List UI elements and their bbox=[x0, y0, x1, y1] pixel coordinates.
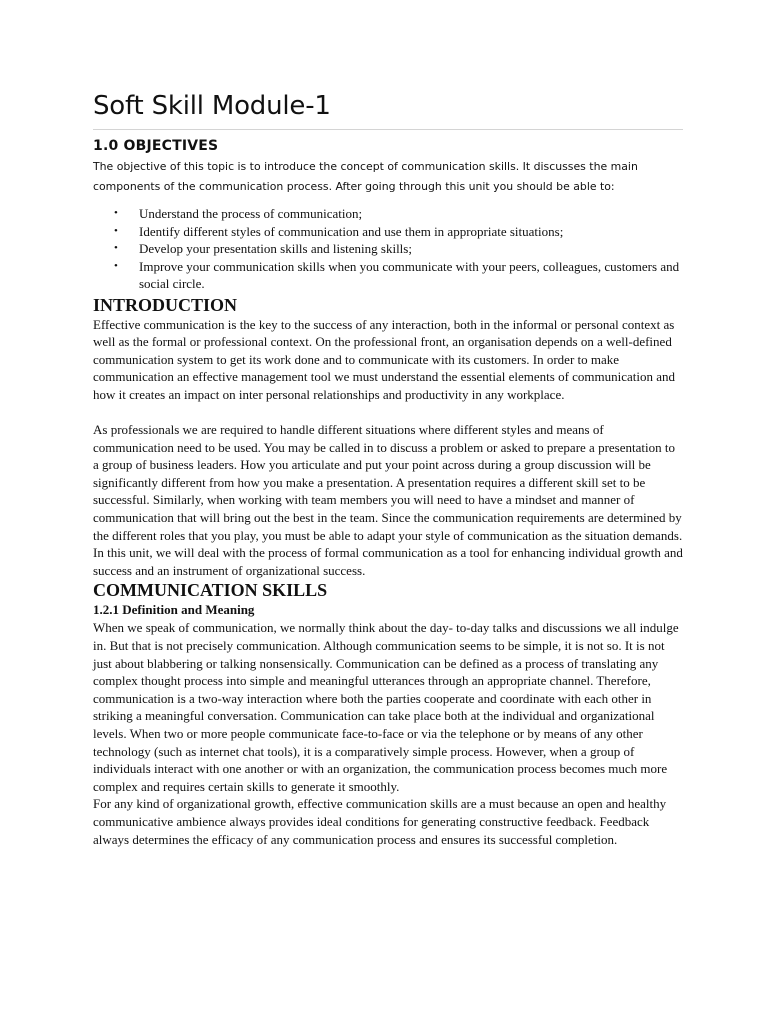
list-item bbox=[93, 223, 683, 241]
document-title: Soft Skill Module-1 bbox=[93, 91, 331, 121]
communication-skills-heading: COMMUNICATION SKILLS bbox=[93, 580, 328, 601]
introduction-heading: INTRODUCTION bbox=[93, 294, 238, 315]
objectives-heading: 1.0 OBJECTIVES bbox=[93, 138, 219, 154]
bullet-icon: • bbox=[114, 259, 118, 272]
list-item bbox=[93, 258, 683, 293]
introduction-paragraph-2: As professionals we are required to handle different situations where different styles and means of communication need to be used. You may be called in to discuss a problem or asked to prepare a presentation to a group of business leaders. How you articulate and put your point across during a group discussion will be significantly different from how you make a presentation. A presentation requires a different skill set to be successful. Similarly, when working with team members you will need to have a mindset and manner of communication that will bring out the best in the team. Since the communication requirements are determined by the different roles that you play, you must be able to adapt your style of communication as the situation demands. In this unit, we will deal with the process of formal communication as a tool for enhancing individual growth and success and an instrument of organizational success. bbox=[93, 422, 683, 578]
list-item bbox=[93, 240, 683, 258]
list-item-text: Improve your communication skills when you communicate with your peers, colleagues, customers and social circle. bbox=[139, 258, 680, 291]
objectives-intro: The objective of this topic is to introduce the concept of communication skills. It discusses the main components of the communication process. After going through this unit you should be able to: bbox=[93, 160, 638, 193]
bullet-icon: • bbox=[114, 207, 118, 219]
communication-paragraph-1: When we speak of communication, we normally think about the day- to-day talks and discussions we all indulge in. But that is not precisely communication. Although communication seems to be simple, it is not so. It is not just about blabbering or talking nonsensically. Communication can be defined as a process of translating any complex thought process into simple and meaningful utterances through an appropriate channel. Therefore, communication is a two-way interaction where both the parties cooperate and coordinate with each other in striking a meaningful conversation. Communication can take place both at the individual and organizational levels. When two or more people communicate face-to-face or via the telephone or by means of any other technology (such as internet chat tools), it is a comparatively simple process. However, when a group of individuals interact with one another or with an organization, the communication process becomes much more complex and requires certain skills to generate it smoothly. bbox=[93, 620, 679, 794]
definition-subheading: 1.2.1 Definition and Meaning bbox=[93, 602, 255, 618]
list-item-text: Understand the process of communication; bbox=[139, 206, 363, 221]
document-page bbox=[93, 88, 683, 848]
bullet-icon: • bbox=[114, 242, 118, 254]
communication-paragraph-2: For any kind of organizational growth, effective communication skills are a must because an open and healthy communicative ambience always provides ideal conditions for generating constructive feedback. Feedback always determines the efficacy of any communication process and ensures its successful completion. bbox=[93, 796, 667, 847]
introduction-paragraph-1: Effective communication is the key to the success of any interaction, both in the informal or personal context as well as the formal or professional context. On the professional front, an organisation depends on a well-defined communication system to get its work done and to communicate with its customers. In order to make communication an effective management tool we must understand the essential elements of communication and how it creates an impact on inter personal relationships and productivity in any workplace. bbox=[93, 316, 676, 402]
list-item bbox=[93, 205, 683, 223]
objectives-list bbox=[93, 205, 683, 293]
list-item-text: Develop your presentation skills and listening skills; bbox=[139, 241, 412, 256]
list-item-text: Identify different styles of communication and use them in appropriate situations; bbox=[139, 223, 564, 239]
bullet-icon: • bbox=[114, 224, 118, 237]
title-divider bbox=[93, 129, 683, 130]
